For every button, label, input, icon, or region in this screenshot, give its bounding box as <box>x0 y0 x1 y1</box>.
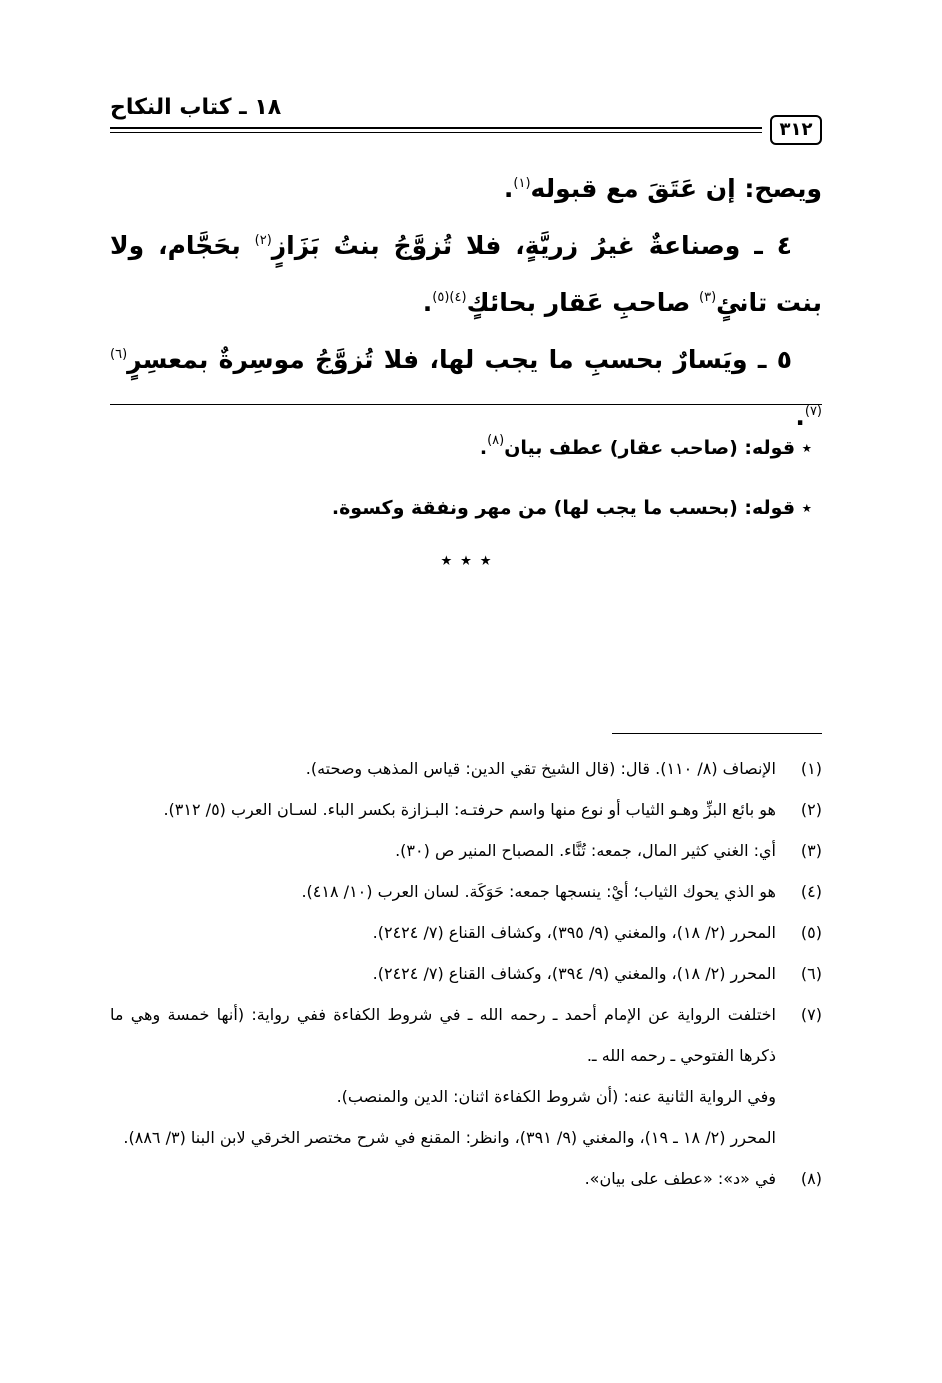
footnote-text: المحرر (٢/ ١٨)، والمغني (٩/ ٣٩٥)، وكشاف القناع (٧/ ٢٤٢٤). <box>372 923 776 942</box>
footnote-ref-2[interactable]: (٢) <box>254 233 272 248</box>
section-separator: ٭ ٭ ٭ <box>440 548 492 573</box>
footnote-7-para-2: وفي الرواية الثانية عنه: (أن شروط الكفاءة اثنان: الدين والمنصب). <box>336 1087 776 1106</box>
footnote-ref-3[interactable]: (٣) <box>699 290 717 305</box>
footnote-number: (٣) <box>800 841 822 860</box>
footnote-ref-8[interactable]: (٨) <box>487 433 505 448</box>
footnote-number: (٢) <box>800 800 822 819</box>
commentary-item-2: ٭ قوله: (بحسب ما يجب لها) من مهر ونفقة وكسوة. <box>331 497 812 519</box>
footnote-ref-6-7[interactable]: (٦)(٧) <box>110 347 822 419</box>
main-paragraph-2: ٤ ـ وصناعةٌ غيرُ زريَّةٍ، فلا تُزوَّجُ بنتُ بَزَازٍ$^{(٢)}$ بحَجَّام، ولا بنت تانئٍ$^{(٣)}$ صاحبِ عَقار بحائكٍ$^{(٤)(٥)}$. <box>110 231 822 317</box>
header-rule-thin <box>110 132 762 133</box>
footnote-ref-1[interactable]: (١) <box>513 176 531 191</box>
commentary <box>110 418 822 538</box>
page-number: ٣١٢ <box>770 115 822 145</box>
footnote-number: (٥) <box>800 923 822 942</box>
footnote-5 <box>110 912 822 953</box>
footnote-text: في «د»: «عطف على بيان». <box>584 1169 776 1188</box>
commentary-divider <box>110 404 822 405</box>
footnote-2 <box>110 789 822 830</box>
footnote-7 <box>110 994 822 1158</box>
footnote-text <box>110 994 776 1158</box>
footnote-number: (٧) <box>800 1005 822 1024</box>
footnotes <box>110 748 822 1199</box>
commentary-item-1: ٭ قوله: (صاحب عقار) عطف بيان$^{(٨)}$. <box>479 433 812 459</box>
footnote-number: (٤) <box>800 882 822 901</box>
footnote-1 <box>110 748 822 789</box>
main-text <box>110 160 822 445</box>
footnote-number: (٨) <box>800 1169 822 1188</box>
footnote-number: (٦) <box>800 964 822 983</box>
footnote-7-para-1: اختلفت الرواية عن الإمام أحمد ـ رحمه الله ـ في شروط الكفاءة ففي رواية: (أنها خمسة وهي ما ذكرها الفتوحي ـ رحمه الله ـ. <box>110 1005 776 1065</box>
main-paragraph-1: ويصح: إن عَتَقَ مع قبوله$^{(١)}$. <box>503 174 822 203</box>
footnote-text: المحرر (٢/ ١٨)، والمغني (٩/ ٣٩٤)، وكشاف القناع (٧/ ٢٤٢٤). <box>372 964 776 983</box>
page-header <box>110 95 822 147</box>
footnote-text: الإنصاف (٨/ ١١٠). قال: (قال الشيخ تقي الدين: قياس المذهب وصحته). <box>305 759 776 778</box>
footnotes-divider <box>612 733 822 734</box>
footnote-8 <box>110 1158 822 1199</box>
header-rule <box>110 127 762 129</box>
footnote-7-para-3: المحرر (٢/ ١٨ ـ ١٩)، والمغني (٩/ ٣٩١)، وانظر: المقنع في شرح مختصر الخرقي لابن البنا (٣/ ٨٨٦). <box>123 1128 776 1147</box>
main-paragraph-3: ٥ ـ ويَسارٌ بحسبِ ما يجب لها، فلا تُزوَّجُ موسِرةٌ بمعسِرٍ$^{(٦)(٧)}$. <box>110 345 822 431</box>
footnote-number: (١) <box>800 759 822 778</box>
footnote-text: هو الذي يحوك الثياب؛ أيْ: ينسجها جمعه: حَوَكَة. لسان العرب (١٠/ ٤١٨). <box>301 882 776 901</box>
footnote-text: أي: الغني كثير المال، جمعه: تُنَّاء. المصباح المنير ص (٣٠). <box>395 841 776 860</box>
chapter-title: ١٨ ـ كتاب النكاح <box>110 95 282 120</box>
footnote-4 <box>110 871 822 912</box>
footnote-ref-4-5[interactable]: (٤)(٥) <box>432 290 467 305</box>
footnote-3 <box>110 830 822 871</box>
footnote-6 <box>110 953 822 994</box>
footnote-text: هو بائع البزِّ وهـو الثياب أو نوع منها واسم حرفتـه: البـزازة بكسر الباء. لسـان العرب (٥/ ٣١٢). <box>163 800 776 819</box>
